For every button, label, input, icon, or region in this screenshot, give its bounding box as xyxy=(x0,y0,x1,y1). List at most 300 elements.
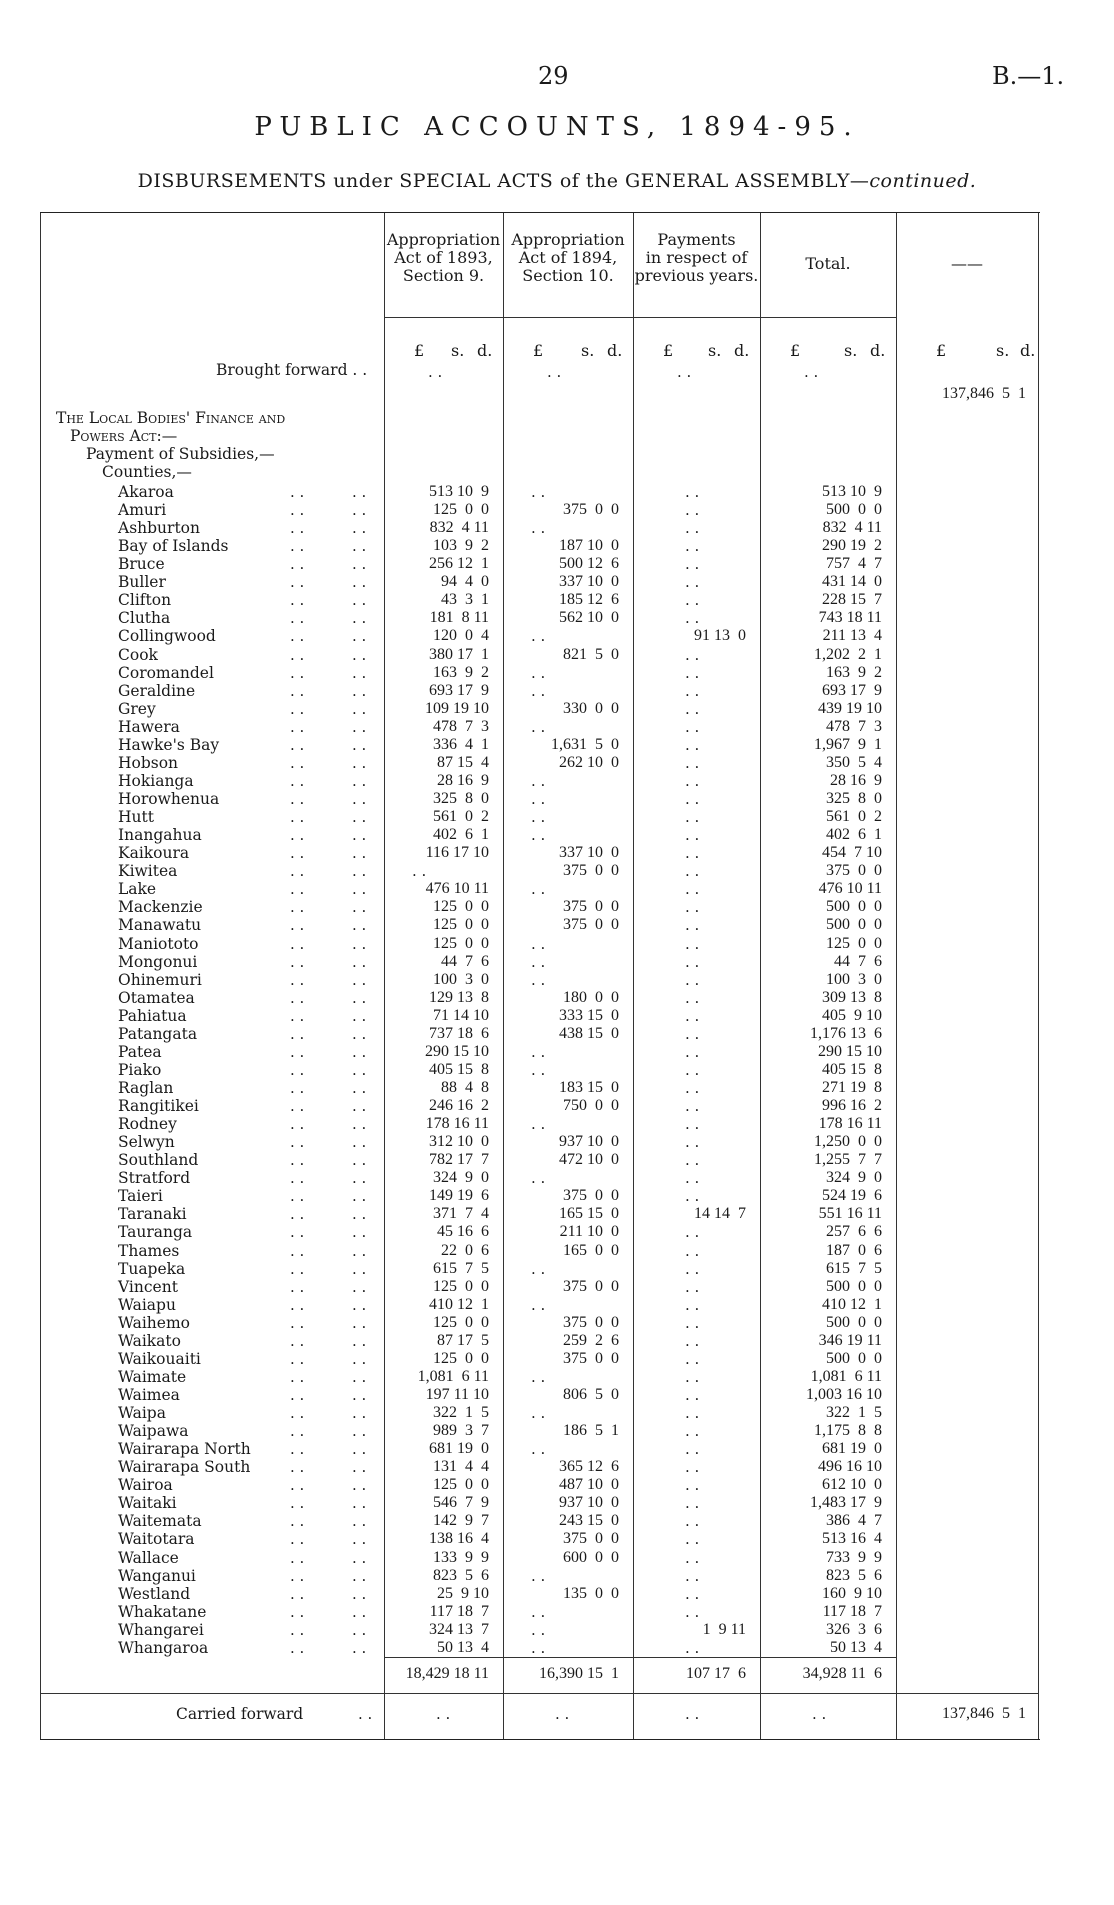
empty-cell-dots: . . xyxy=(531,627,546,646)
carried-rule xyxy=(40,1693,1038,1694)
county-name: Hokianga xyxy=(118,771,194,790)
leader-dots: . . xyxy=(290,537,305,556)
empty-cell-dots: . . xyxy=(531,970,546,989)
leader-dots: . . xyxy=(290,663,305,682)
county-name: Geraldine xyxy=(118,681,196,700)
empty-cell-dots: . . xyxy=(685,1367,700,1386)
amount-cell: 513 10 9 xyxy=(429,483,489,500)
empty-cell-dots: . . xyxy=(531,663,546,682)
leader-dots: . . xyxy=(352,645,367,664)
empty-cell-dots: . . xyxy=(685,1223,700,1242)
empty-cell-dots: . . xyxy=(685,1295,700,1314)
empty-cell-dots: . . xyxy=(685,699,700,718)
amount-cell: 439 19 10 xyxy=(818,699,882,717)
amount-cell: 88 4 8 xyxy=(441,1078,489,1096)
amount-cell: 431 14 0 xyxy=(822,573,882,591)
amount-cell: 91 13 0 xyxy=(694,627,746,645)
leader-dots: . . xyxy=(352,609,367,628)
totals-rule xyxy=(384,1657,896,1658)
leader-dots: . . xyxy=(352,501,367,520)
county-name: Grey xyxy=(118,699,156,718)
county-name: Whakatane xyxy=(118,1602,207,1621)
unit-shillings: s. xyxy=(581,341,595,360)
amount-cell: 405 15 8 xyxy=(822,1060,882,1078)
amount-cell: 44 7 6 xyxy=(834,952,882,970)
leader-dots: . . xyxy=(352,1404,367,1423)
leader-dots: . . xyxy=(290,1241,305,1260)
leader-dots: . . xyxy=(290,1133,305,1152)
empty-cell-dots: . . xyxy=(685,1422,700,1441)
county-name: Inangahua xyxy=(118,826,202,845)
amount-cell: 681 19 0 xyxy=(429,1440,489,1458)
leader-dots: . . xyxy=(352,1115,367,1134)
leader-dots: . . xyxy=(352,663,367,682)
county-name: Hawera xyxy=(118,717,180,736)
amount-cell: 733 9 9 xyxy=(826,1548,882,1566)
disbursements-table xyxy=(40,212,1040,1740)
subsidies-heading: Payment of Subsidies,— xyxy=(86,445,275,463)
amount-cell: 454 7 10 xyxy=(822,844,882,862)
leader-dots: . . xyxy=(290,1151,305,1170)
county-name: Tauranga xyxy=(118,1223,193,1242)
column-total: 18,429 18 11 xyxy=(405,1664,489,1682)
amount-cell: 262 10 0 xyxy=(559,753,619,771)
amount-cell: 324 9 0 xyxy=(433,1169,489,1187)
county-name: Rodney xyxy=(118,1115,177,1134)
column-rule xyxy=(40,213,41,1739)
empty-cell-dots: . . xyxy=(531,790,546,809)
amount-cell: 326 3 6 xyxy=(826,1620,882,1638)
amount-cell: 165 0 0 xyxy=(563,1241,619,1259)
placeholder-dots: . . xyxy=(812,1704,827,1723)
amount-cell: 125 0 0 xyxy=(433,1277,489,1295)
amount-cell: 1,255 7 7 xyxy=(814,1151,882,1169)
leader-dots: . . xyxy=(352,808,367,827)
empty-cell-dots: . . xyxy=(685,808,700,827)
leader-dots: . . xyxy=(290,1566,305,1585)
unit-pence: d. xyxy=(477,341,493,360)
leader-dots: . . xyxy=(352,717,367,736)
county-name: Cook xyxy=(118,645,158,664)
empty-cell-dots: . . xyxy=(531,826,546,845)
heading-rule xyxy=(384,317,896,318)
leader-dots: . . xyxy=(290,862,305,881)
leader-dots: . . xyxy=(352,790,367,809)
amount-cell: 71 14 10 xyxy=(433,1006,489,1024)
amount-cell: 22 0 6 xyxy=(441,1241,489,1259)
amount-cell: 186 5 1 xyxy=(563,1422,619,1440)
county-name: Thames xyxy=(118,1241,180,1260)
leader-dots: . . xyxy=(290,1638,305,1657)
amount-cell: 693 17 9 xyxy=(429,681,489,699)
amount-cell: 178 16 11 xyxy=(425,1115,489,1133)
amount-cell: 133 9 9 xyxy=(433,1548,489,1566)
leader-dots: . . xyxy=(352,1638,367,1657)
empty-cell-dots: . . xyxy=(685,898,700,917)
leader-dots: . . xyxy=(352,934,367,953)
empty-cell-dots: . . xyxy=(531,1602,546,1621)
amount-cell: 513 10 9 xyxy=(822,483,882,500)
amount-cell: 350 5 4 xyxy=(826,753,882,771)
amount-cell: 1,250 0 0 xyxy=(814,1133,882,1151)
empty-cell-dots: . . xyxy=(531,1042,546,1061)
county-name: Manawatu xyxy=(118,916,202,935)
amount-cell: 487 10 0 xyxy=(559,1476,619,1494)
county-name: Waipawa xyxy=(118,1422,189,1441)
leader-dots: . . xyxy=(352,1205,367,1224)
unit-shillings: s. xyxy=(451,341,465,360)
empty-cell-dots: . . xyxy=(685,988,700,1007)
county-name: Taieri xyxy=(118,1187,163,1206)
empty-cell-dots: . . xyxy=(685,1458,700,1477)
county-name: Rangitikei xyxy=(118,1097,199,1116)
amount-cell: 43 3 1 xyxy=(441,591,489,609)
amount-cell: 125 0 0 xyxy=(433,1476,489,1494)
leader-dots: . . xyxy=(352,753,367,772)
amount-cell: 185 12 6 xyxy=(559,591,619,609)
empty-cell-dots: . . xyxy=(685,952,700,971)
county-name: Pahiatua xyxy=(118,1006,187,1025)
leader-dots: . . xyxy=(290,1367,305,1386)
leader-dots: . . xyxy=(290,771,305,790)
empty-cell-dots: . . xyxy=(685,934,700,953)
amount-cell: 1,631 5 0 xyxy=(551,735,619,753)
empty-cell-dots: . . xyxy=(685,1078,700,1097)
leader-dots: . . xyxy=(352,1042,367,1061)
page-title: PUBLIC ACCOUNTS, 1894-95. xyxy=(254,112,860,142)
unit-pound: £ xyxy=(790,341,801,360)
amount-cell: 163 9 2 xyxy=(433,663,489,681)
county-name: Whangaroa xyxy=(118,1638,209,1657)
leader-dots: . . xyxy=(352,735,367,754)
county-name: Bruce xyxy=(118,555,165,574)
leader-dots: . . xyxy=(290,844,305,863)
amount-cell: 1,081 6 11 xyxy=(810,1367,882,1385)
empty-cell-dots: . . xyxy=(685,555,700,574)
placeholder-dots: . . xyxy=(547,363,562,381)
county-name: Waitaki xyxy=(118,1494,177,1513)
county-name: Westland xyxy=(118,1584,191,1603)
leader-dots: . . xyxy=(290,1313,305,1332)
county-name: Horowhenua xyxy=(118,790,220,809)
amount-cell: 371 7 4 xyxy=(433,1205,489,1223)
amount-cell: 290 19 2 xyxy=(822,537,882,555)
amount-cell: 125 0 0 xyxy=(433,898,489,916)
empty-cell-dots: . . xyxy=(685,1097,700,1116)
leader-dots: . . xyxy=(290,1494,305,1513)
amount-cell: 117 18 7 xyxy=(429,1602,489,1620)
amount-cell: 546 7 9 xyxy=(433,1494,489,1512)
leader-dots: . . xyxy=(352,1476,367,1495)
empty-cell-dots: . . xyxy=(531,934,546,953)
amount-cell: 989 3 7 xyxy=(433,1422,489,1440)
amount-cell: 117 18 7 xyxy=(822,1602,882,1620)
amount-cell: 120 0 4 xyxy=(433,627,489,645)
amount-cell: 1 9 11 xyxy=(702,1620,746,1638)
amount-cell: 386 4 7 xyxy=(826,1512,882,1530)
counties-heading: Counties,— xyxy=(102,463,192,481)
county-name: Waitotara xyxy=(118,1530,195,1549)
brought-forward-total: 137,846 5 1 xyxy=(942,385,1026,402)
amount-cell: 163 9 2 xyxy=(826,663,882,681)
column-total: 34,928 11 6 xyxy=(802,1664,882,1682)
county-name: Wairoa xyxy=(118,1476,173,1495)
empty-cell-dots: . . xyxy=(531,952,546,971)
empty-cell-dots: . . xyxy=(685,483,700,501)
leader-dots: . . xyxy=(352,1133,367,1152)
amount-cell: 45 16 6 xyxy=(437,1223,489,1241)
column-heading xyxy=(503,231,633,285)
leader-dots: . . xyxy=(290,1548,305,1567)
leader-dots: . . xyxy=(352,1259,367,1278)
amount-cell: 375 0 0 xyxy=(563,916,619,934)
leader-dots: . . xyxy=(290,1024,305,1043)
empty-cell-dots: . . xyxy=(685,1386,700,1404)
amount-cell: 337 10 0 xyxy=(559,844,619,862)
amount-cell: 500 12 6 xyxy=(559,555,619,573)
empty-cell-dots: . . xyxy=(685,1566,700,1585)
leader-dots: . . xyxy=(290,880,305,899)
leader-dots: . . xyxy=(290,1386,305,1404)
amount-cell: 500 0 0 xyxy=(826,1313,882,1331)
empty-cell-dots: . . xyxy=(685,645,700,664)
empty-cell-dots: . . xyxy=(685,1133,700,1152)
amount-cell: 109 19 10 xyxy=(425,699,489,717)
amount-cell: 375 0 0 xyxy=(563,1349,619,1367)
amount-cell: 312 10 0 xyxy=(429,1133,489,1151)
empty-cell-dots: . . xyxy=(685,970,700,989)
empty-cell-dots: . . xyxy=(531,771,546,790)
amount-cell: 375 0 0 xyxy=(563,1313,619,1331)
leader-dots: . . xyxy=(290,555,305,574)
page-subtitle xyxy=(0,170,1114,192)
empty-cell-dots: . . xyxy=(685,1548,700,1567)
county-name: Bay of Islands xyxy=(118,537,229,556)
amount-cell: 28 16 9 xyxy=(830,771,882,789)
leader-dots: . . xyxy=(352,1530,367,1549)
empty-cell-dots: . . xyxy=(531,717,546,736)
leader-dots: . . xyxy=(352,1494,367,1513)
amount-cell: 402 6 1 xyxy=(433,826,489,844)
amount-cell: 228 15 7 xyxy=(822,591,882,609)
county-name: Wallace xyxy=(118,1548,179,1567)
leader-dots: . . xyxy=(352,1223,367,1242)
amount-cell: 476 10 11 xyxy=(818,880,882,898)
empty-cell-dots: . . xyxy=(685,1530,700,1549)
empty-cell-dots: . . xyxy=(685,1313,700,1332)
leader-dots: . . xyxy=(352,771,367,790)
empty-cell-dots: . . xyxy=(531,1404,546,1423)
empty-cell-dots: . . xyxy=(685,717,700,736)
leader-dots: . . xyxy=(352,880,367,899)
column-heading xyxy=(384,231,503,285)
leader-dots: . . xyxy=(352,537,367,556)
leader-dots: . . xyxy=(290,1187,305,1206)
leader-dots: . . xyxy=(290,1584,305,1603)
unit-shillings: s. xyxy=(844,341,858,360)
empty-cell-dots: . . xyxy=(685,1277,700,1296)
amount-cell: 562 10 0 xyxy=(559,609,619,627)
amount-cell: 821 5 0 xyxy=(563,645,619,663)
county-name: Tuapeka xyxy=(118,1259,186,1278)
leader-dots: . . xyxy=(290,1078,305,1097)
amount-cell: 1,483 17 9 xyxy=(810,1494,882,1512)
leader-dots: . . xyxy=(290,1115,305,1134)
leader-dots: . . xyxy=(352,627,367,646)
amount-cell: 478 7 3 xyxy=(433,717,489,735)
leader-dots: . . xyxy=(290,898,305,917)
empty-cell-dots: . . xyxy=(685,1060,700,1079)
amount-cell: 500 0 0 xyxy=(826,1277,882,1295)
amount-cell: 524 19 6 xyxy=(822,1187,882,1205)
county-name: Clutha xyxy=(118,609,171,628)
empty-cell-dots: . . xyxy=(685,537,700,556)
amount-cell: 322 1 5 xyxy=(826,1404,882,1422)
amount-cell: 100 3 0 xyxy=(433,970,489,988)
leader-dots: . . xyxy=(352,1349,367,1368)
column-heading-line: Payments xyxy=(657,230,736,249)
empty-cell-dots: . . xyxy=(685,735,700,754)
amount-cell: 333 15 0 xyxy=(559,1006,619,1024)
amount-cell: 25 9 10 xyxy=(437,1584,489,1602)
amount-cell: 271 19 8 xyxy=(822,1078,882,1096)
column-heading-line: Total. xyxy=(805,254,851,273)
leader-dots: . . xyxy=(352,1367,367,1386)
placeholder-dots: . . xyxy=(428,363,443,381)
leader-dots: . . xyxy=(352,1006,367,1025)
leader-dots: . . xyxy=(290,1169,305,1188)
leader-dots: . . xyxy=(352,952,367,971)
empty-cell-dots: . . xyxy=(685,826,700,845)
county-name: Ohinemuri xyxy=(118,970,202,989)
amount-cell: 500 0 0 xyxy=(826,916,882,934)
amount-cell: 142 9 7 xyxy=(433,1512,489,1530)
column-heading-line: Act of 1894, xyxy=(518,248,618,267)
amount-cell: 612 10 0 xyxy=(822,1476,882,1494)
empty-cell-dots: . . xyxy=(685,1169,700,1188)
leader-dots: . . xyxy=(352,1422,367,1441)
amount-cell: 693 17 9 xyxy=(822,681,882,699)
county-name: Kaikoura xyxy=(118,844,190,863)
amount-cell: 496 16 10 xyxy=(818,1458,882,1476)
amount-cell: 561 0 2 xyxy=(826,808,882,826)
empty-cell-dots: . . xyxy=(531,1566,546,1585)
county-name: Patangata xyxy=(118,1024,198,1043)
amount-cell: 476 10 11 xyxy=(425,880,489,898)
county-name: Waimea xyxy=(118,1386,180,1404)
unit-pound: £ xyxy=(414,341,425,360)
empty-cell-dots: . . xyxy=(685,1042,700,1061)
county-name: Waikato xyxy=(118,1331,181,1350)
leader-dots: . . xyxy=(290,1223,305,1242)
amount-cell: 600 0 0 xyxy=(563,1548,619,1566)
amount-cell: 330 0 0 xyxy=(563,699,619,717)
amount-cell: 823 5 6 xyxy=(433,1566,489,1584)
amount-cell: 246 16 2 xyxy=(429,1097,489,1115)
county-name: Kiwitea xyxy=(118,862,178,881)
county-name: Clifton xyxy=(118,591,172,610)
county-name: Collingwood xyxy=(118,627,216,646)
empty-cell-dots: . . xyxy=(685,591,700,610)
county-name: Wairarapa North xyxy=(118,1440,251,1459)
column-heading xyxy=(760,255,896,273)
amount-cell: 325 8 0 xyxy=(826,790,882,808)
leader-dots: . . xyxy=(352,1241,367,1260)
amount-cell: 1,175 8 8 xyxy=(814,1422,882,1440)
county-name: Southland xyxy=(118,1151,199,1170)
amount-cell: 750 0 0 xyxy=(563,1097,619,1115)
empty-cell-dots: . . xyxy=(685,1024,700,1043)
column-heading-line: Appropriation xyxy=(386,230,501,249)
amount-cell: 823 5 6 xyxy=(826,1566,882,1584)
leader-dots: . . xyxy=(352,1440,367,1459)
leader-dots: . . xyxy=(290,1295,305,1314)
county-name: Otamatea xyxy=(118,988,195,1007)
amount-cell: 180 0 0 xyxy=(563,988,619,1006)
leader-dots: . . xyxy=(290,952,305,971)
county-name: Patea xyxy=(118,1042,162,1061)
column-heading xyxy=(896,255,1038,273)
county-name: Hawke's Bay xyxy=(118,735,220,754)
leader-dots: . . xyxy=(352,1169,367,1188)
county-name: Hutt xyxy=(118,808,154,827)
amount-cell: 125 0 0 xyxy=(826,934,882,952)
amount-cell: 561 0 2 xyxy=(433,808,489,826)
leader-dots: . . xyxy=(352,1602,367,1621)
leader-dots: . . xyxy=(290,1331,305,1350)
unit-shillings: s. xyxy=(708,341,722,360)
leader-dots: . . xyxy=(290,609,305,628)
amount-cell: 681 19 0 xyxy=(822,1440,882,1458)
county-name: Waipa xyxy=(118,1404,166,1423)
amount-cell: 125 0 0 xyxy=(433,934,489,952)
county-name: Taranaki xyxy=(118,1205,187,1224)
leader-dots: . . xyxy=(352,1277,367,1296)
empty-cell-dots: . . xyxy=(531,1115,546,1134)
column-heading-line: Appropriation xyxy=(511,230,625,249)
county-name: Whangarei xyxy=(118,1620,204,1639)
empty-cell-dots: . . xyxy=(685,1006,700,1025)
amount-cell: 472 10 0 xyxy=(559,1151,619,1169)
county-name: Ashburton xyxy=(118,519,200,538)
leader-dots: . . xyxy=(352,1295,367,1314)
empty-cell-dots: . . xyxy=(685,1440,700,1459)
empty-cell-dots: . . xyxy=(531,1169,546,1188)
empty-cell-dots: . . xyxy=(685,862,700,881)
leader-dots: . . xyxy=(290,1404,305,1423)
subtitle-main: DISBURSEMENTS under SPECIAL ACTS of the GENERAL ASSEMBLY— xyxy=(137,170,870,192)
amount-cell: 14 14 7 xyxy=(694,1205,746,1223)
leader-dots: . . xyxy=(290,519,305,538)
column-rule xyxy=(1038,213,1039,1739)
leader-dots: . . xyxy=(352,519,367,538)
amount-cell: 346 19 11 xyxy=(818,1331,882,1349)
empty-cell-dots: . . xyxy=(531,1440,546,1459)
county-name: Waikouaiti xyxy=(118,1349,201,1368)
county-name: Vincent xyxy=(118,1277,178,1296)
amount-cell: 94 4 0 xyxy=(441,573,489,591)
leader-dots: . . xyxy=(352,573,367,592)
empty-cell-dots: . . xyxy=(685,501,700,520)
leader-dots: . . xyxy=(290,1602,305,1621)
amount-cell: 410 12 1 xyxy=(822,1295,882,1313)
column-rule xyxy=(633,213,634,1739)
county-name: Waimate xyxy=(118,1367,187,1386)
placeholder-dots: . . xyxy=(555,1704,570,1723)
amount-cell: 743 18 11 xyxy=(818,609,882,627)
leader-dots: . . xyxy=(290,1530,305,1549)
amount-cell: 1,081 6 11 xyxy=(417,1367,489,1385)
